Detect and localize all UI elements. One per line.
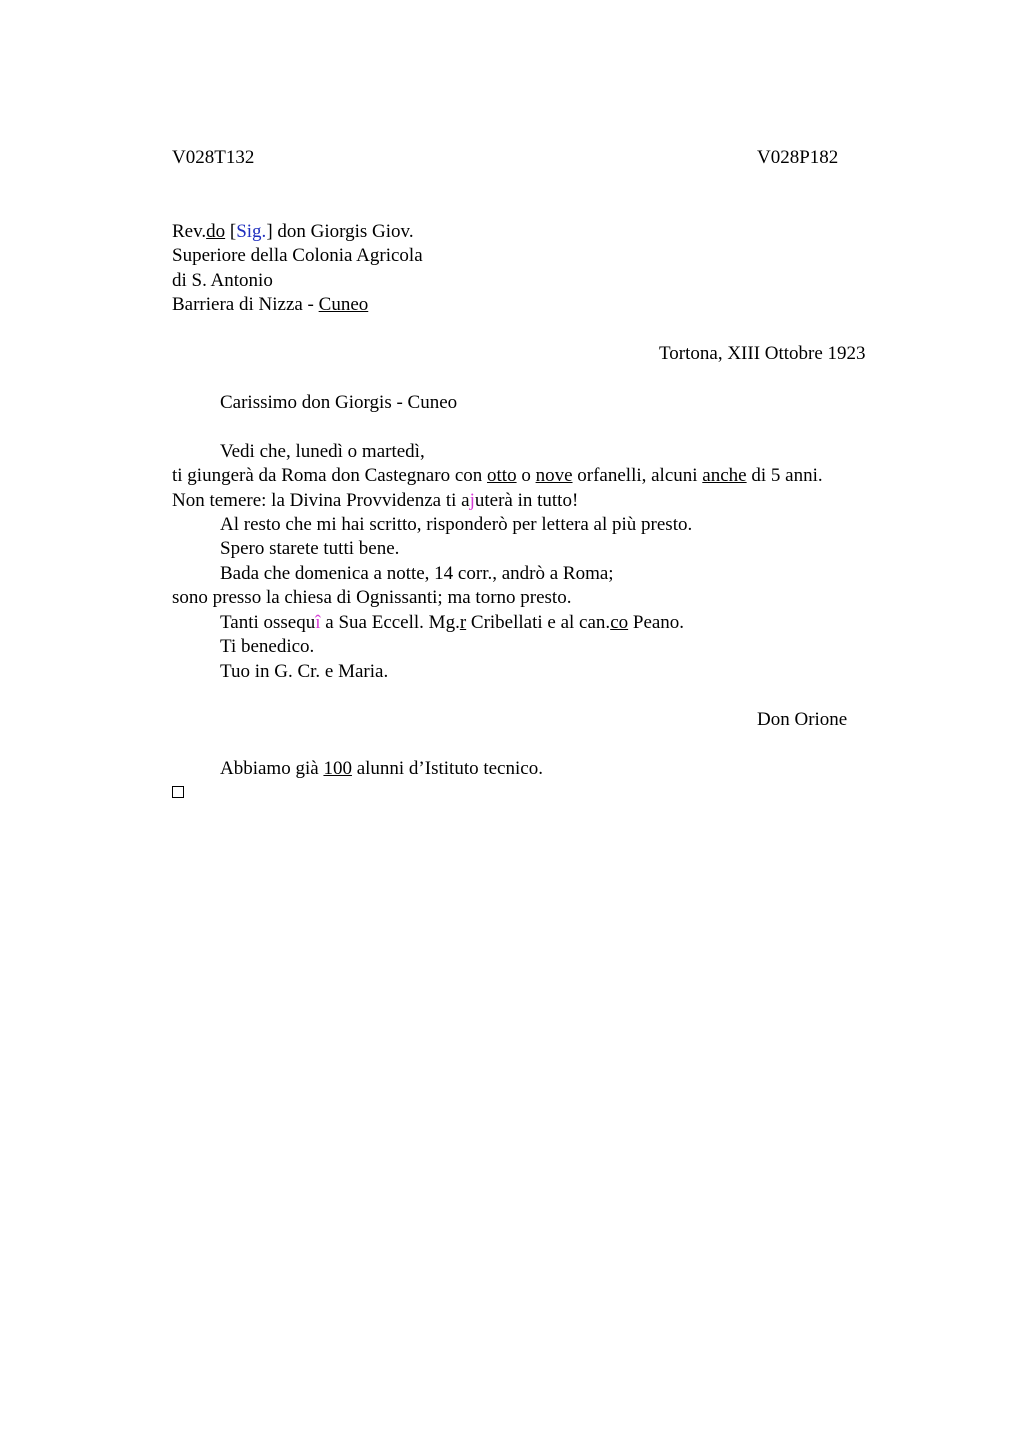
word-anche: anche [702, 465, 747, 486]
letter-date: Tortona, XIII Ottobre 1923 [659, 343, 866, 364]
body-line-3-b: uterà in tutto! [474, 490, 579, 511]
body-line-2 [172, 464, 823, 488]
signature: Don Orione [757, 709, 848, 730]
postscript [220, 757, 543, 781]
address-line-2: Superiore della Colonia Agricola [172, 245, 423, 266]
letter-i-circumflex: î [315, 612, 321, 633]
address-line-4-prefix: Barriera di Nizza - [172, 294, 319, 315]
address-line-3: di S. Antonio [172, 270, 273, 291]
body-line-7: sono presso la chiesa di Ognissanti; ma torno presto. [172, 587, 572, 608]
body-line-5: Spero starete tutti bene. [220, 538, 400, 559]
salutation: Carissimo don Giorgis - Cuneo [220, 392, 458, 413]
body-line-9: Ti benedico. [220, 636, 315, 657]
abbrev-co: co [610, 612, 629, 633]
body-line-2-c: orfanelli, alcuni [572, 465, 703, 486]
address-rev: Rev. [172, 221, 207, 242]
body-line-10: Tuo in G. Cr. e Maria. [220, 661, 389, 682]
body-line-2-a: ti giungerà da Roma don Castegnaro con [172, 465, 488, 486]
postscript-number: 100 [323, 758, 352, 779]
postscript-b: alunni d’Istituto tecnico. [351, 758, 543, 779]
letter-j: j [469, 490, 475, 511]
address-city: Cuneo [318, 294, 369, 315]
body-line-4: Al resto che mi hai scritto, risponderò per lettera al più presto. [220, 514, 693, 535]
header-right-code: V028P182 [757, 147, 839, 168]
body-line-2-d: di 5 anni. [746, 465, 823, 486]
address-line-1-rest: ] don Giorgis Giov. [266, 221, 414, 242]
body-line-8-a: Tanti ossequ [220, 612, 316, 633]
checkbox-icon [172, 786, 184, 798]
body-line-3 [172, 489, 578, 513]
word-otto: otto [487, 465, 517, 486]
body-line-2-b: o [516, 465, 536, 486]
address-sig: Sig. [236, 221, 267, 242]
body-line-8-b: a Sua Eccell. Mg. [320, 612, 460, 633]
body-line-8-c: Cribellati e al can. [466, 612, 611, 633]
address-line-4 [172, 293, 368, 317]
address-do: do [206, 221, 226, 242]
address-line-1 [172, 220, 414, 244]
body-line-8-d: Peano. [628, 612, 685, 633]
body-line-1: Vedi che, lunedì o martedì, [220, 441, 425, 462]
body-line-8 [220, 611, 684, 635]
abbrev-r: r [459, 612, 467, 633]
body-line-3-a: Non temere: la Divina Provvidenza ti a [172, 490, 470, 511]
address-bracket-open: [ [229, 221, 237, 242]
body-line-6: Bada che domenica a notte, 14 corr., andrò a Roma; [220, 563, 614, 584]
word-nove: nove [535, 465, 573, 486]
postscript-a: Abbiamo già [220, 758, 324, 779]
header-left-code: V028T132 [172, 147, 255, 168]
